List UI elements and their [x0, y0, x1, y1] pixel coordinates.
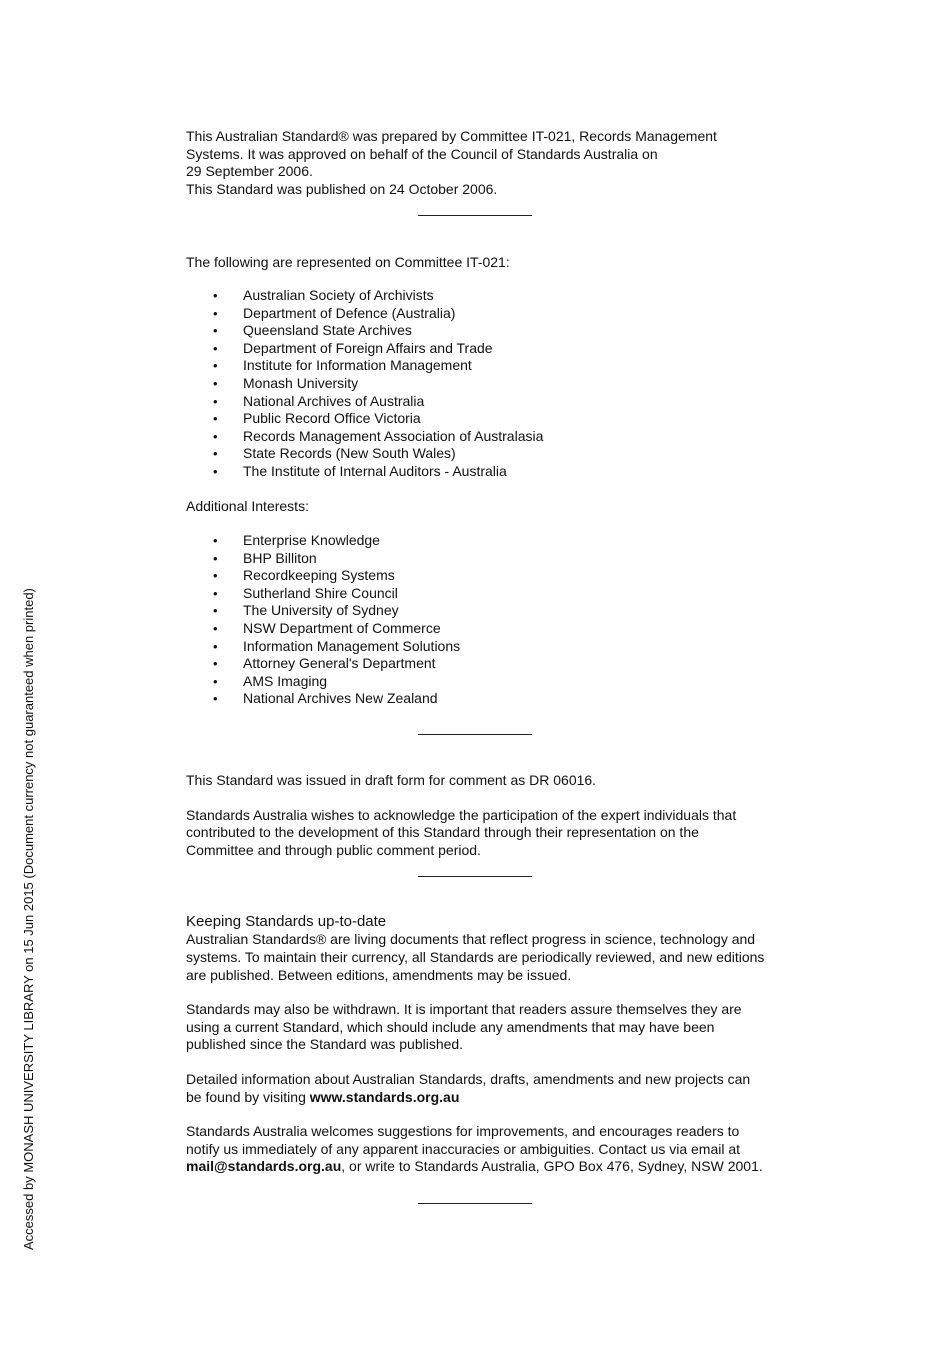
committee-intro: The following are represented on Committee IT-021: — [186, 254, 510, 271]
keeping-paragraph-4 — [186, 1123, 786, 1176]
list-item — [186, 445, 786, 463]
interest-name: Enterprise Knowledge — [243, 532, 380, 549]
keeping-paragraph-3 — [186, 1071, 786, 1106]
list-item — [186, 463, 786, 481]
list-item — [186, 287, 786, 305]
keeping-line: Standards Australia welcomes suggestions for improvements, and encourages readers to — [186, 1123, 740, 1140]
list-item — [186, 340, 786, 358]
member-name: Department of Defence (Australia) — [243, 304, 456, 321]
section-divider — [418, 1203, 532, 1204]
bullet-icon: • — [213, 673, 218, 689]
list-item — [186, 375, 786, 393]
interest-name: Recordkeeping Systems — [243, 567, 395, 584]
list-item — [186, 305, 786, 323]
list-item — [186, 357, 786, 375]
list-item — [186, 620, 786, 638]
bullet-icon: • — [213, 603, 218, 619]
interest-name: Attorney General's Department — [243, 655, 436, 672]
interest-name: National Archives New Zealand — [243, 690, 438, 707]
member-name: Australian Society of Archivists — [243, 286, 434, 303]
list-item — [186, 567, 786, 585]
bullet-icon: • — [213, 323, 218, 339]
intro-line: This Standard was published on 24 October 2006. — [186, 180, 498, 197]
interest-name: AMS Imaging — [243, 672, 328, 689]
bullet-icon: • — [213, 411, 218, 427]
member-name: State Records (New South Wales) — [243, 445, 456, 462]
list-item — [186, 532, 786, 550]
access-watermark: Accessed by MONASH UNIVERSITY LIBRARY on 15 Jun 2015 (Document currency not guaranteed when printed) — [21, 588, 36, 1250]
acknowledgement-line: contributed to the development of this Standard through their representation on the — [186, 824, 699, 841]
bullet-icon: • — [213, 305, 218, 321]
keeping-line: using a current Standard, which should include any amendments that may have been — [186, 1018, 715, 1035]
keeping-standards-heading: Keeping Standards up-to-date — [186, 913, 387, 931]
keeping-line: are published. Between editions, amendments may be issued. — [186, 966, 572, 983]
bullet-icon: • — [213, 691, 218, 707]
interest-name: The University of Sydney — [243, 602, 399, 619]
list-item — [186, 428, 786, 446]
member-name: Department of Foreign Affairs and Trade — [243, 339, 493, 356]
list-item — [186, 410, 786, 428]
member-name: Institute for Information Management — [243, 357, 472, 374]
list-item — [186, 638, 786, 656]
acknowledgement-line: Committee and through public comment period. — [186, 841, 481, 858]
keeping-line: Detailed information about Australian Standards, drafts, amendments and new projects can — [186, 1070, 751, 1087]
bullet-icon: • — [213, 585, 218, 601]
intro-line: 29 September 2006. — [186, 163, 313, 180]
list-item — [186, 322, 786, 340]
intro-paragraph — [186, 128, 786, 198]
list-item — [186, 673, 786, 691]
bullet-icon: • — [213, 463, 218, 479]
list-item — [186, 550, 786, 568]
bullet-icon: • — [213, 533, 218, 549]
keeping-line: Australian Standards® are living documents that reflect progress in science, technology and — [186, 931, 756, 948]
bullet-icon: • — [213, 375, 218, 391]
list-item — [186, 585, 786, 603]
bullet-icon: • — [213, 393, 218, 409]
address-suffix: , or write to Standards Australia, GPO Box 476, Sydney, NSW 2001. — [341, 1158, 763, 1175]
keeping-paragraph-1 — [186, 931, 786, 984]
bullet-icon: • — [213, 638, 218, 654]
acknowledgement-paragraph — [186, 807, 786, 860]
list-item — [186, 602, 786, 620]
visit-prefix: be found by visiting — [186, 1088, 310, 1105]
acknowledgement-line: Standards Australia wishes to acknowledge the participation of the expert individuals that — [186, 806, 737, 823]
bullet-icon: • — [213, 287, 218, 303]
intro-line: Systems. It was approved on behalf of the Council of Standards Australia on — [186, 145, 658, 162]
keeping-line: notify us immediately of any apparent inaccuracies or ambiguities. Contact us via email at — [186, 1140, 741, 1157]
keeping-line: published since the Standard was published. — [186, 1036, 464, 1053]
email-link[interactable]: mail@standards.org.au — [186, 1158, 342, 1175]
keeping-line: systems. To maintain their currency, all Standards are periodically reviewed, and new editions — [186, 949, 765, 965]
bullet-icon: • — [213, 656, 218, 672]
committee-members-list — [186, 287, 786, 481]
member-name: Records Management Association of Australasia — [243, 427, 544, 444]
member-name: The Institute of Internal Auditors - Australia — [243, 462, 507, 479]
interest-name: BHP Billiton — [243, 549, 317, 566]
keeping-paragraph-2 — [186, 1001, 786, 1054]
member-name: Public Record Office Victoria — [243, 410, 421, 427]
website-link[interactable]: www.standards.org.au — [309, 1088, 460, 1105]
list-item — [186, 655, 786, 673]
draft-notice: This Standard was issued in draft form for comment as DR 06016. — [186, 772, 597, 789]
bullet-icon: • — [213, 358, 218, 374]
keeping-line: Standards may also be withdrawn. It is important that readers assure themselves they are — [186, 1001, 742, 1018]
list-item — [186, 393, 786, 411]
member-name: Queensland State Archives — [243, 322, 412, 339]
bullet-icon: • — [213, 550, 218, 566]
bullet-icon: • — [213, 568, 218, 584]
section-divider — [418, 215, 532, 216]
document-page — [186, 128, 786, 1204]
section-divider — [418, 876, 532, 877]
interest-name: Sutherland Shire Council — [243, 584, 398, 601]
bullet-icon: • — [213, 621, 218, 637]
keeping-line — [186, 1089, 786, 1107]
bullet-icon: • — [213, 446, 218, 462]
intro-line: This Australian Standard® was prepared by Committee IT-021, Records Management — [186, 128, 717, 144]
additional-interests-heading: Additional Interests: — [186, 497, 309, 514]
interest-name: Information Management Solutions — [243, 637, 461, 654]
bullet-icon: • — [213, 428, 218, 444]
list-item — [186, 690, 786, 708]
additional-interests-list — [186, 532, 786, 708]
member-name: Monash University — [243, 374, 359, 391]
section-divider — [418, 734, 532, 735]
keeping-line — [186, 1158, 786, 1176]
bullet-icon: • — [213, 340, 218, 356]
interest-name: NSW Department of Commerce — [243, 620, 441, 637]
member-name: National Archives of Australia — [243, 392, 425, 409]
